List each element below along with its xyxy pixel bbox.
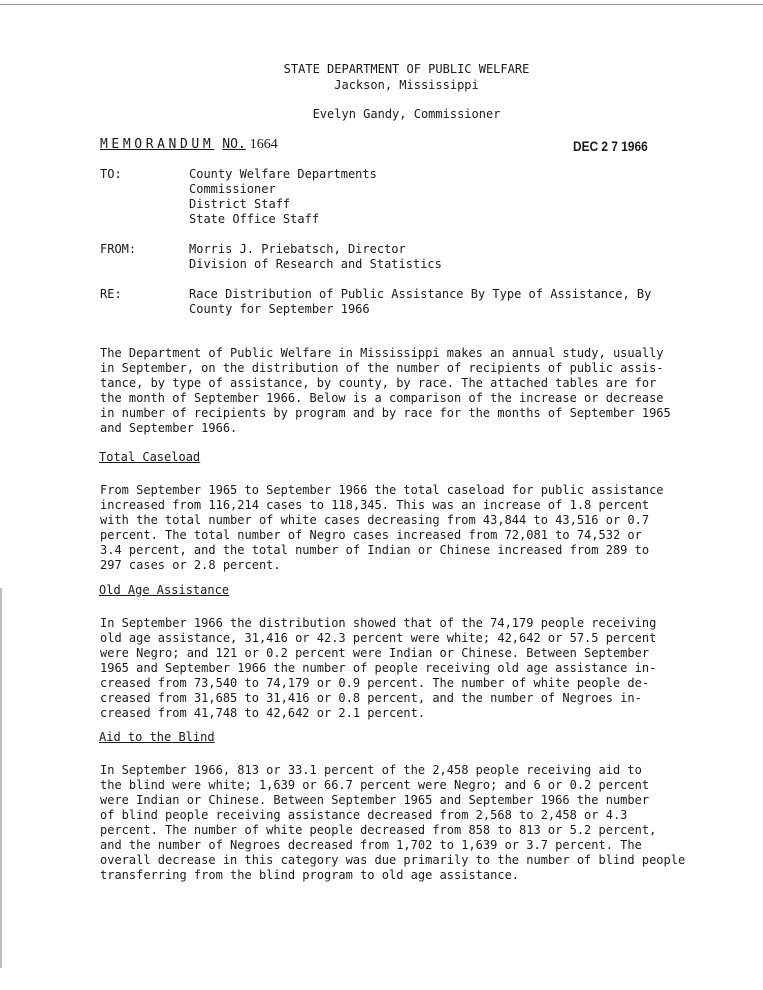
paragraph-line: In September 1966 the distribution showed that of the 74,179 people receiving bbox=[100, 616, 657, 630]
paragraph-line: of blind people receiving assistance decreased from 2,568 to 2,458 or 4.3 bbox=[100, 808, 628, 822]
old-age-assistance-paragraph bbox=[100, 616, 700, 721]
from-line: Morris J. Priebatsch, Director bbox=[189, 242, 406, 256]
paragraph-line: percent. The total number of Negro cases increased from 72,081 to 74,532 or bbox=[100, 528, 642, 542]
memo-heading bbox=[100, 137, 278, 153]
paragraph-line: and September 1966. bbox=[100, 421, 238, 435]
paragraph-line: increased from 116,214 cases to 118,345. This was an increase of 1.8 percent bbox=[100, 498, 650, 512]
paragraph-line: old age assistance, 31,416 or 42.3 percent were white; 42,642 or 57.5 percent bbox=[100, 631, 657, 645]
paragraph-line: percent. The number of white people decreased from 858 to 813 or 5.2 percent, bbox=[100, 823, 657, 837]
memo-label: MEMORANDUM bbox=[100, 137, 215, 152]
paragraph-line: the month of September 1966. Below is a comparison of the increase or decrease bbox=[100, 391, 664, 405]
intro-paragraph bbox=[100, 346, 700, 436]
section-heading-old-age-assistance: Old Age Assistance bbox=[99, 583, 230, 597]
top-rule bbox=[0, 4, 763, 5]
date-stamp: DEC 2 7 1966 bbox=[573, 138, 648, 154]
paragraph-line: the blind were white; 1,639 or 66.7 percent were Negro; and 6 or 0.2 percent bbox=[100, 778, 650, 792]
paragraph-line: creased from 73,540 to 74,179 or 0.9 percent. The number of white people de- bbox=[100, 676, 650, 690]
paragraph-line: in number of recipients by program and by race for the months of September 1965 bbox=[100, 406, 671, 420]
paragraph-line: transferring from the blind program to old age assistance. bbox=[100, 868, 520, 882]
paragraph-line: overall decrease in this category was due primarily to the number of blind people bbox=[100, 853, 686, 867]
to-block bbox=[189, 167, 377, 227]
paragraph-line: were Negro; and 121 or 0.2 percent were Indian or Chinese. Between September bbox=[100, 646, 650, 660]
paragraph-line: 1965 and September 1966 the number of people receiving old age assistance in- bbox=[100, 661, 657, 675]
paragraph-line: 3.4 percent, and the total number of Indian or Chinese increased from 289 to bbox=[100, 543, 650, 557]
total-caseload-paragraph bbox=[100, 483, 700, 573]
paragraph-line: In September 1966, 813 or 33.1 percent of the 2,458 people receiving aid to bbox=[100, 763, 642, 777]
from-label: FROM: bbox=[100, 242, 137, 256]
to-line: Commissioner bbox=[189, 182, 276, 196]
commissioner-line: Evelyn Gandy, Commissioner bbox=[312, 107, 501, 121]
to-line: County Welfare Departments bbox=[189, 167, 377, 181]
section-heading-total-caseload: Total Caseload bbox=[99, 450, 201, 464]
aid-to-blind-paragraph bbox=[100, 763, 700, 883]
from-block bbox=[189, 242, 442, 272]
memo-number: 1664 bbox=[249, 137, 278, 152]
paragraph-line: The Department of Public Welfare in Mississippi makes an annual study, usually bbox=[100, 346, 664, 360]
re-line: County for September 1966 bbox=[189, 302, 370, 316]
from-line: Division of Research and Statistics bbox=[189, 257, 442, 271]
paragraph-line: creased from 41,748 to 42,642 or 2.1 percent. bbox=[100, 706, 426, 720]
memo-no-label: NO. bbox=[222, 137, 246, 152]
paragraph-line: in September, on the distribution of the number of recipients of public assis- bbox=[100, 361, 664, 375]
paragraph-line: and the number of Negroes decreased from 1,702 to 1,639 or 3.7 percent. The bbox=[100, 838, 642, 852]
section-heading-aid-to-the-blind: Aid to the Blind bbox=[99, 730, 215, 744]
to-line: State Office Staff bbox=[189, 212, 320, 226]
paragraph-line: with the total number of white cases decreasing from 43,844 to 43,516 or 0.7 bbox=[100, 513, 650, 527]
to-label: TO: bbox=[100, 167, 122, 181]
agency-city: Jackson, Mississippi bbox=[334, 78, 479, 92]
paragraph-line: From September 1965 to September 1966 the total caseload for public assistance bbox=[100, 483, 664, 497]
paragraph-line: tance, by type of assistance, by county, by race. The attached tables are for bbox=[100, 376, 657, 390]
to-line: District Staff bbox=[189, 197, 291, 211]
agency-title: STATE DEPARTMENT OF PUBLIC WELFARE bbox=[283, 62, 530, 76]
re-block bbox=[189, 287, 651, 317]
re-line: Race Distribution of Public Assistance By Type of Assistance, By bbox=[189, 287, 652, 301]
re-label: RE: bbox=[100, 287, 122, 301]
paragraph-line: creased from 31,685 to 31,416 or 0.8 percent, and the number of Negroes in- bbox=[100, 691, 642, 705]
paragraph-line: were Indian or Chinese. Between September 1965 and September 1966 the number bbox=[100, 793, 650, 807]
scan-edge bbox=[0, 588, 2, 968]
paragraph-line: 297 cases or 2.8 percent. bbox=[100, 558, 281, 572]
